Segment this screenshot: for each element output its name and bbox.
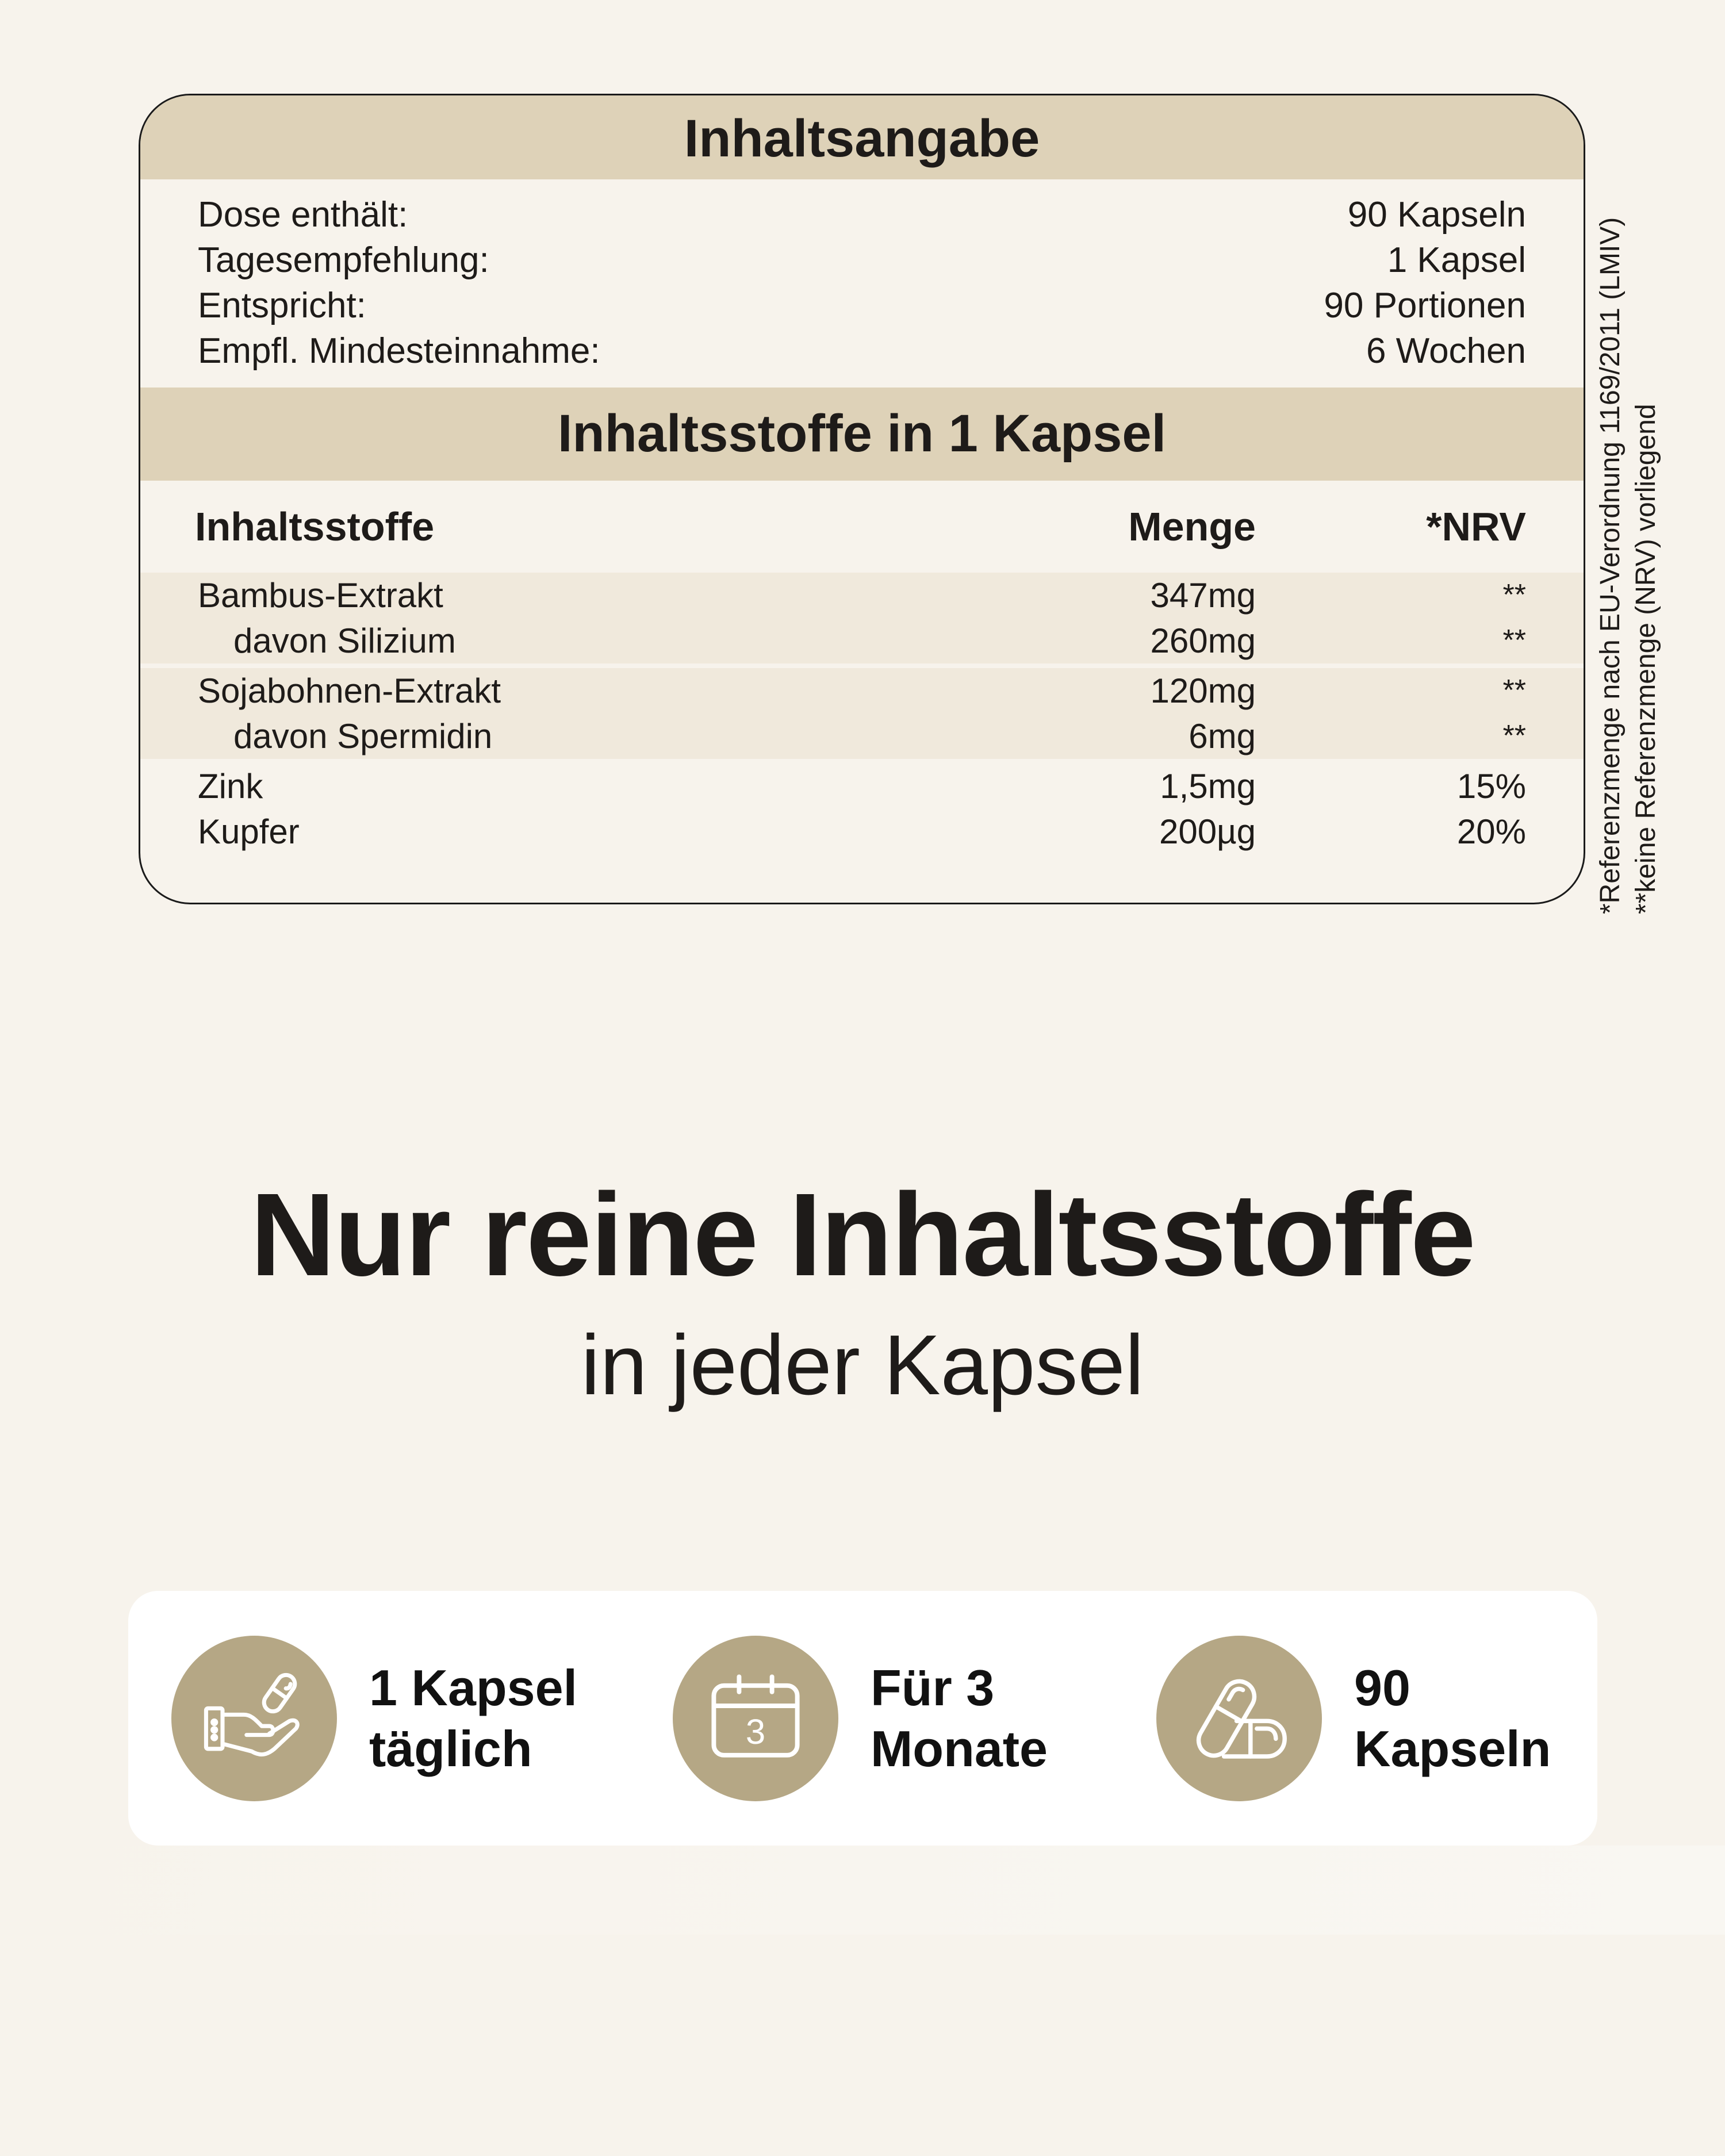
ingredient-amount: 120mg	[1150, 672, 1256, 710]
info-row	[198, 283, 1526, 328]
info-label: Tagesempfehlung:	[198, 240, 489, 280]
column-header-amount: Menge	[1128, 504, 1256, 549]
feature-line1: Für 3	[871, 1659, 995, 1716]
feature-daily-dose	[171, 1636, 577, 1801]
row-group-soy	[140, 668, 1584, 759]
footnote-nrv: *Referenzmenge nach EU-Verordnung 1169/2011 (LMIV)	[1595, 217, 1626, 914]
ingredient-nrv: **	[1502, 578, 1526, 612]
feature-label	[369, 1658, 577, 1779]
ingredient-name: davon Silizium	[233, 622, 456, 660]
column-header-name: Inhaltsstoffe	[195, 504, 435, 549]
info-label: Dose enthält:	[198, 195, 408, 235]
ingredient-name: Kupfer	[198, 812, 300, 851]
table-row	[140, 764, 1584, 809]
feature-line2: täglich	[369, 1720, 532, 1777]
feature-line1: 1 Kapsel	[369, 1659, 577, 1716]
info-label: Empfl. Mindesteinnahme:	[198, 331, 600, 371]
table-row	[140, 809, 1584, 854]
ingredient-name: Zink	[198, 767, 263, 805]
ingredient-amount: 200µg	[1159, 812, 1256, 851]
ingredient-amount: 6mg	[1189, 717, 1256, 755]
feature-line2: Monate	[871, 1720, 1048, 1777]
feature-duration	[673, 1636, 1048, 1801]
column-header-nrv: *NRV	[1426, 504, 1526, 549]
feature-card	[128, 1591, 1597, 1846]
section-title: Inhaltsstoffe in 1 Kapsel	[140, 388, 1584, 481]
ingredient-name: Bambus-Extrakt	[198, 576, 443, 615]
ingredient-name: davon Spermidin	[233, 717, 493, 755]
table-row	[140, 573, 1584, 618]
ingredients-label	[139, 94, 1585, 904]
table-row	[140, 618, 1584, 663]
hand-capsule-icon	[171, 1636, 337, 1801]
row-group-minerals	[140, 764, 1584, 854]
feature-line1: 90	[1354, 1659, 1410, 1716]
table-row	[140, 713, 1584, 759]
calendar-icon	[673, 1636, 838, 1801]
table-row	[140, 668, 1584, 713]
table-header	[140, 481, 1584, 573]
info-row	[198, 237, 1526, 283]
package-info	[140, 179, 1584, 388]
hero-headline: Nur reine Inhaltsstoffe	[250, 1169, 1475, 1300]
info-value: 90 Portionen	[1324, 286, 1526, 325]
background-fade	[0, 1846, 1725, 1935]
info-value: 1 Kapsel	[1387, 240, 1526, 280]
info-label: Entspricht:	[198, 286, 366, 325]
ingredient-nrv: 15%	[1456, 767, 1526, 805]
info-row	[198, 328, 1526, 374]
feature-count	[1156, 1636, 1551, 1801]
svg-text:3: 3	[745, 1712, 766, 1752]
footnotes	[1593, 217, 1664, 914]
ingredient-name: Sojabohnen-Extrakt	[198, 672, 501, 710]
info-value: 90 Kapseln	[1347, 195, 1526, 235]
capsules-icon	[1156, 1636, 1322, 1801]
label-title: Inhaltsangabe	[140, 95, 1584, 179]
ingredient-amount: 260mg	[1150, 622, 1256, 660]
info-row	[198, 192, 1526, 237]
row-group-bamboo	[140, 573, 1584, 663]
ingredient-nrv: **	[1502, 674, 1526, 707]
ingredient-nrv: 20%	[1456, 812, 1526, 851]
footnote-no-nrv: **keine Referenzmenge (NRV) vorliegend	[1631, 404, 1661, 914]
info-value: 6 Wochen	[1366, 331, 1526, 371]
ingredient-nrv: **	[1502, 624, 1526, 657]
ingredient-nrv: **	[1502, 719, 1526, 753]
feature-label	[1354, 1658, 1551, 1779]
feature-line2: Kapseln	[1354, 1720, 1551, 1777]
ingredient-amount: 347mg	[1150, 576, 1256, 615]
feature-label	[871, 1658, 1048, 1779]
hero-subline: in jeder Kapsel	[581, 1318, 1144, 1413]
ingredient-amount: 1,5mg	[1160, 767, 1256, 805]
